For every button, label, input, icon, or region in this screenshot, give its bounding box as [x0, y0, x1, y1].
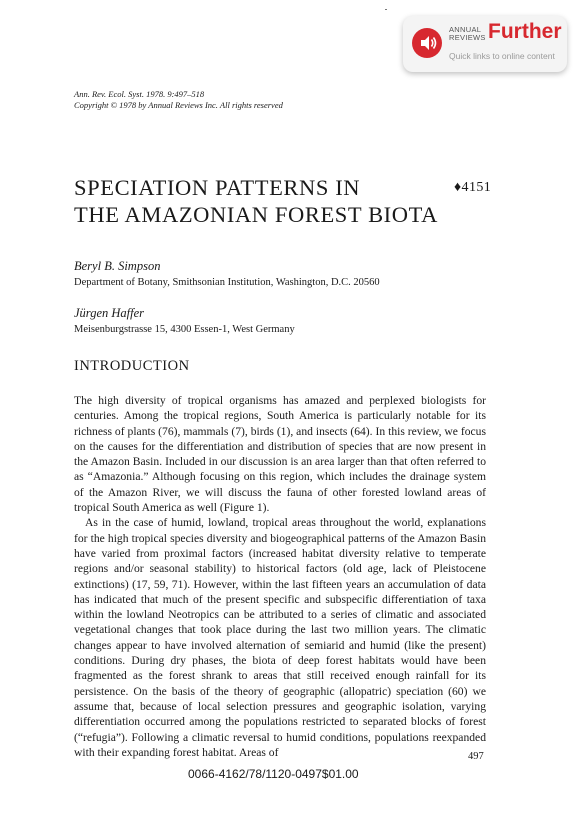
article-code: ♦4151 — [454, 180, 492, 195]
article-title: SPECIATION PATTERNS IN THE AMAZONIAN FOREST BIOTA — [74, 175, 439, 227]
section-heading: INTRODUCTION — [74, 358, 190, 374]
footer-code: 0066-4162/78/1120-0497$01.00 — [188, 767, 359, 781]
paragraph: As in the case of humid, lowland, tropical areas throughout the world, explanations for the high tropical species diversity and biogeographical patterns of the Amazon Basin have varied from proximal factors (increased habitat diversity relative to temperate regions and/or seasonal stability) to historical factors (old age, lack of Pleistocene extinctions) (17, 59, 71). However, within the last fifteen years an accumulation of data has indicated that much of the present specific and subspecific differentiation of taxa within the lowland Neotropics can be attributed to a series of climatic and associated vegetational changes that took place during the last two million years. The climatic changes appear to have involved alternation of semiarid and humid (like the present) conditions. During dry phases, the biota of deep forest habitats would have been fragmented as the forest shrank to areas that still received enough rainfall for its persistence. On the basis of the theory of geographic (allopatric) speciation (60) we assume that, because of local selection pressures and geographic isolation, varying differentiation occurred among the populations restricted to separated blocks of forest (“refugia”). Following a climatic reversal to humid conditions, populations reexpanded with their expanding forest habitat. Areas of — [74, 516, 486, 759]
journal-citation-line: Ann. Rev. Ecol. Syst. 1978. 9:497–518 — [74, 89, 205, 99]
journal-citation — [74, 89, 283, 111]
author-affiliation: Meisenburgstrasse 15, 4300 Essen-1, West Germany — [74, 324, 295, 335]
further-subtitle: Quick links to online content — [449, 51, 555, 61]
speaker-icon — [412, 28, 442, 58]
stray-mark — [385, 9, 387, 10]
further-badge-link[interactable] — [403, 16, 567, 72]
copyright-line: Copyright © 1978 by Annual Reviews Inc. All rights reserved — [74, 100, 283, 110]
paragraph: The high diversity of tropical organisms has amazed and perplexed biologists for centuries. Among the tropical regions, South America is particularly notable for its richness of plants (76), mammals (7), birds (1), and insects (64). In this review, we focus on the causes for the differentiation and distribution of species that are now present in the Amazon Basin. Included in our discussion is an area larger than that often referred to as “Amazonia.” Although focusing on this region, which includes the drainage system of the Amazon River, we will discuss the fauna of other forested lowland areas of tropical South America as well (Figure 1). — [74, 394, 486, 515]
author-affiliation: Department of Botany, Smithsonian Institution, Washington, D.C. 20560 — [74, 277, 380, 288]
page-number: 497 — [468, 751, 484, 762]
further-wordmark: Further — [488, 20, 562, 43]
body-text — [74, 393, 486, 760]
author-name: Jürgen Haffer — [74, 306, 145, 320]
author-name: Beryl B. Simpson — [74, 259, 161, 273]
annual-reviews-brand: ANNUAL REVIEWS — [449, 25, 486, 42]
